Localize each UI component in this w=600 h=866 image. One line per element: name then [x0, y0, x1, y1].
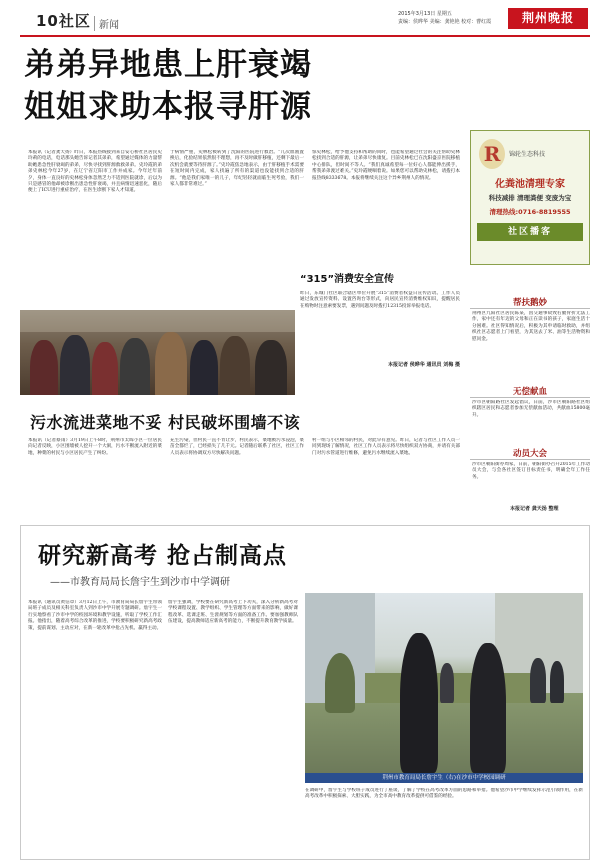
- divider: [470, 459, 590, 460]
- consumer-event-photo: [20, 310, 295, 395]
- sewage-column-3: 村一组与小区相邻的村民，对此早有意见。昨日，记者与社区工作人员一同到现场了解情况，社区工作人员表示将尽快组织双方协商，并请有关部门对污水管道进行维修，避免污水继续流入菜地。: [312, 438, 460, 456]
- side-block1-text: 荆州区九阳社区居民陈某，因交通事故致右腿骨折无法工作，家中还有年迈的父母和正在读书的孩子，家庭生活十分困难。社区得知情况后，积极为其申请临时救助，并组织社区志愿者上门看望，为其送去了米、油等生活物资和慰问金。: [472, 311, 590, 342]
- ad-phone: 清理热线:0716-8819555: [489, 208, 571, 216]
- sewage-headline: 污水流进菜地不妥 村民破坏围墙不该: [30, 413, 301, 432]
- side-block2-text: 沙市区朝阳路社区发起倡议，日前，沙市区朝阳路社区组织辖区居民和志愿者参加无偿献血活动，共献血15800毫升。: [472, 400, 590, 418]
- school-visit-photo: [305, 593, 583, 773]
- ad-slogan: 科技减排 清理粪便 变废为宝: [488, 194, 572, 202]
- divider: [470, 308, 590, 309]
- side-block3-text: 沙市区朝阳街办周家，日前，朝阳街办召开2015年工作动员大会，与会各社区签订目标责任书，明确全年工作任务。: [472, 462, 590, 480]
- newspaper-logo: 荆州晚报: [508, 8, 588, 29]
- brand-logo-icon: R: [479, 139, 505, 169]
- lead-column-2: 于病情严重，史林松被转到了沈阳的医院进行救治。“几次血液置换后，化验结果依然很不理想，再不及时做肝移植，还剩下最后一次机会就要等待肝源了。”史玲霞焦急地表示，由于肝移植手术需要在短时间内完成，家人找遍了所有的渠道也没能找到合适的肝源。“他是我们家唯一的儿子，年纪轻轻就面临生死考验，我们一家人都非常难过。”: [170, 150, 304, 188]
- sewage-column-2: 充生污染，但村民一直不肯让步，村民表示，菜地被污水浸泡，菜苗全都烂了，已经损失了几千元。记者随后联系了社区，社区工作人员表示将协调双方尽快解决问题。: [170, 438, 304, 456]
- photo-caption: 荆州市教育局局长詹宇生（右)在沙市中学校园调研: [305, 773, 583, 783]
- exam-column-1: 本报讯（通讯员黄信章）3月12日上午，市教育局局长詹宇生带领局班子成员及相关科室负责人到沙市中学开展专题调研。詹宇生一行实地察看了沙市中学的校园环境和教学设施，听取了学校工作汇报。他指出，随着高考综合改革的推进，学校要积极研究新高考政策，提前谋划、主动应对，在新一轮改革中抢占先机、赢得主动。: [28, 600, 162, 631]
- consumer-credit: 本报记者 侯晔华 通讯员 刘梅 摄: [388, 362, 460, 368]
- consumer-caption: [300, 270, 460, 368]
- ad-brand: 锦轮生态科技: [509, 151, 546, 158]
- exam-column-2: 詹宇生强调，学校要在研究新高考上下功夫，深入分析新高考对学校课程设置、教学组织、学生管理等方面带来的影响，做好课程改革、选课走班、生涯规划等方面的准备工作。要加强教师队伍建设，提高教师适应新高考的能力，不断提升教育教学质量。: [168, 600, 298, 625]
- section-label: 新闻: [94, 16, 119, 31]
- community-podcast-banner: 社区播客: [477, 223, 583, 241]
- consumer-title: “315”消费安全宣传: [300, 274, 395, 285]
- advertisement[interactable]: [470, 130, 590, 265]
- side-credit: 本报记者 龚天扬 整理: [510, 506, 559, 512]
- header-editors: 责编：侯晔华 美编：龚艳艳 校对：曹红霞: [398, 19, 492, 25]
- side-block2-title: 无偿献血: [512, 387, 547, 397]
- lead-headline-line2: 姐姐求助本报寻肝源: [24, 89, 312, 125]
- exam-headline: 研究新高考 抢占制高点: [38, 543, 288, 569]
- sewage-column-1: 本报讯（记者蔡雨）3月19日上午8时，荆州市太晖小区一位居民向记者反映，小区围墙被人挖开一个大洞，污水不断流入附近的菜地，种菜的村民与小区居民产生了纠纷。: [28, 438, 162, 456]
- exam-subhead: ——市教育局局长詹宇生到沙市中学调研: [50, 577, 230, 588]
- consumer-text: 昨日，东城门社区联合辖区单位开展“315”消费者权益日宣传活动。工作人员通过发放宣传资料、设置咨询台等形式，向居民宣传消费维权知识，提醒居民在购物时注意索要发票，遇到问题及时拨打12315投诉举报电话。: [300, 291, 460, 309]
- side-block3-title: 动员大会: [512, 449, 547, 459]
- page-number: 10社区: [36, 12, 91, 30]
- exam-column-3: 在调研中，詹宇生与学校班子成员进行了座谈，了解了学校在高考改革方面的思路和举措。他希望沙市中学继续发挥示范引领作用，在新高考改革中积极探索、大胆实践，为全市高中教育改革提供可借鉴的经验。: [305, 788, 583, 800]
- divider: [470, 397, 590, 398]
- header-date: 2015年3月13日 星期五: [398, 11, 452, 17]
- lead-column-3: 惊史林松，给予他支持和帮助的同时，也能希望通过社会的关注帮助史林松找到合适的肝源，让弟弟尽快康复。目前史林松已在沈阳盛京医院移植中心排队，但时间不等人。“我们真诚希望每一位好心人都能伸出援手，帮我弟弟渡过难关。”史玲霞哽咽着说。如果您可以帮助史林松，请拨打本报热线8333678。本报将继续关注这个异乡荆州人的情况。: [312, 150, 460, 181]
- lead-headline-line1: 弟弟异地患上肝衰竭: [24, 47, 312, 83]
- side-block1-title: 帮扶鹅妙: [512, 298, 547, 308]
- header-rule: [20, 35, 590, 37]
- lead-headline: [24, 44, 464, 128]
- ad-headline: 化粪池清理专家: [495, 179, 565, 190]
- header-meta: [398, 10, 491, 26]
- lead-column-1: 本报讯（记者龚天扬）昨日，本报热线接到来自安心桥社区居民史玲莉的电话，电话那头她告诉记者其弟弟，希望通过媒体的力量帮助她患急性肝衰竭的弟弟，尽快寻找到肝源救救弟弟。史玲霞的弟弟史林松今年27岁，在辽宁省辽阳市工作并成家。今年过年前夕，身体一直良好的史林松身体忽然乏力不适到医院就诊，后以为只是感冒的他却被诊断出患急性肝衰竭，并且病情迅速恶化，随后便上了ICU进行重症治疗，在医生诊断下家人才知道。: [28, 150, 162, 194]
